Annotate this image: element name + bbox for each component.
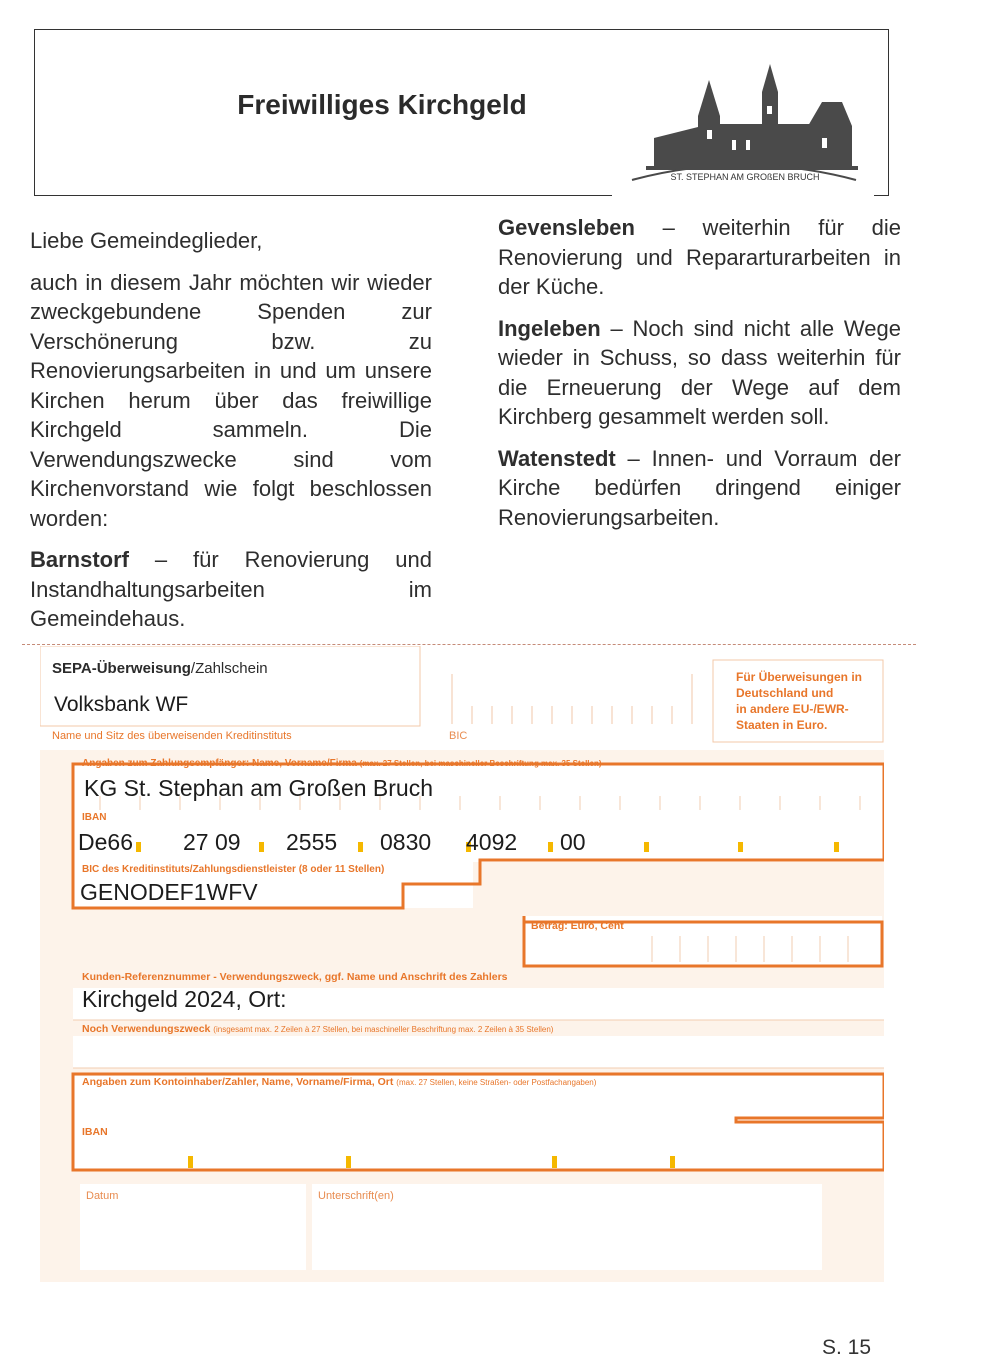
iban-group: 0830 bbox=[380, 829, 432, 855]
form-note bbox=[736, 669, 862, 733]
iban-group: 27 09 bbox=[183, 829, 241, 855]
form-title-rest: /Zahlschein bbox=[190, 660, 268, 677]
greeting: Liebe Gemeindeglieder, bbox=[30, 228, 263, 253]
iban-group: De66 bbox=[78, 829, 133, 855]
purpose2-label bbox=[82, 1023, 553, 1035]
ingeleben-paragraph bbox=[498, 314, 901, 432]
form-note-line: Staaten in Euro. bbox=[736, 718, 828, 732]
payer-field[interactable] bbox=[76, 1090, 884, 1118]
payer-label-main: Angaben zum Kontoinhaber/Zahler, Name, Vorname/Firma, Ort bbox=[82, 1076, 394, 1088]
watenstedt-name: Watenstedt bbox=[498, 445, 616, 471]
purpose2-field[interactable] bbox=[76, 1036, 884, 1066]
recipient-label bbox=[82, 758, 602, 769]
page-title: Freiwilliges Kirchgeld bbox=[237, 89, 527, 120]
iban-group: 2555 bbox=[286, 829, 338, 855]
bic-label-top: BIC bbox=[449, 730, 468, 742]
iban-label: IBAN bbox=[82, 812, 107, 823]
reference-label: Kunden-Referenznummer - Verwendungszweck, ggf. Name und Anschrift des Zahlers bbox=[82, 971, 508, 983]
intro-paragraph: auch in diesem Jahr möchten wir wieder zweckgebundene Spenden zur Verschönerung bzw. zu Renovierungsarbeiten in und um unsere Kirchen herum über das freiwillige Kirchgeld sammeln. Die Verwendungszwecke sind vom Kirchenvorstand wie folgt beschlossen worden: bbox=[30, 269, 432, 531]
iban-group: 4092 bbox=[466, 829, 518, 855]
barnstorf-paragraph bbox=[30, 545, 432, 634]
payer-label bbox=[82, 1076, 596, 1088]
barnstorf-name: Barnstorf bbox=[30, 547, 130, 572]
bic-value[interactable]: GENODEF1WFV bbox=[80, 879, 258, 905]
iban-group: 00 bbox=[560, 829, 586, 855]
purpose2-label-main: Noch Verwendungszweck bbox=[82, 1023, 211, 1035]
reference-value[interactable]: Kirchgeld 2024, Ort: bbox=[82, 986, 287, 1012]
signature-field[interactable] bbox=[314, 1186, 822, 1270]
form-note-line: in andere EU-/EWR- bbox=[736, 702, 849, 716]
amount-field[interactable] bbox=[526, 934, 880, 964]
ingeleben-name: Ingeleben bbox=[498, 315, 601, 341]
cut-line bbox=[22, 644, 916, 645]
left-text-column bbox=[30, 226, 432, 646]
recipient-value[interactable]: KG St. Stephan am Großen Bruch bbox=[84, 775, 433, 801]
bank-value[interactable]: Volksbank WF bbox=[54, 693, 189, 716]
logo-text: ST. STEPHAN AM GROßEN BRUCH bbox=[670, 172, 820, 182]
ingeleben-text: – Noch sind nicht alle Wege wieder in Schuss, so dass weiterhin für die Erneuerung der Wege auf dem Kirchberg gesammelt werden soll. bbox=[498, 315, 901, 429]
date-field[interactable] bbox=[82, 1186, 306, 1270]
form-title bbox=[52, 660, 268, 677]
form-note-line: Deutschland und bbox=[736, 686, 834, 700]
gevensleben-paragraph bbox=[498, 213, 901, 302]
purpose2-label-small: (insgesamt max. 2 Zeilen à 27 Stellen, bei maschineller Beschriftung max. 2 Zeilen à 35 Stellen) bbox=[213, 1025, 554, 1034]
form-title-bold: SEPA-Überweisung bbox=[52, 660, 191, 677]
gevensleben-name: Gevensleben bbox=[498, 215, 635, 240]
iban-value[interactable] bbox=[78, 829, 638, 857]
payer-iban-label: IBAN bbox=[82, 1126, 108, 1138]
page-number: S. 15 bbox=[822, 1336, 872, 1359]
payer-label-small: (max. 27 Stellen, keine Straßen- oder Postfachangaben) bbox=[396, 1078, 597, 1087]
payer-iban-field[interactable] bbox=[76, 1138, 884, 1168]
gevensleben-text: – weiterhin für die Renovierung und Repararturarbeiten in der Küche. bbox=[498, 215, 901, 299]
recipient-label-main: Angaben zum Zahlungsempfänger: Name, Vorname/Firma bbox=[82, 758, 357, 769]
bank-label: Name und Sitz des überweisenden Kreditinstituts bbox=[52, 730, 292, 742]
watenstedt-text: – Innen- und Vorraum der Kirche bedürfen dringend einiger Renovierungsarbeiten. bbox=[498, 445, 901, 530]
right-text-column bbox=[498, 213, 901, 544]
bic-label: BIC des Kreditinstituts/Zahlungsdienstleister (8 oder 11 Stellen) bbox=[82, 864, 385, 875]
church-logo bbox=[612, 58, 874, 198]
form-note-line: Für Überweisungen in bbox=[736, 670, 863, 684]
recipient-label-small: (max. 27 Stellen, bei maschineller Beschriftung max. 35 Stellen) bbox=[359, 759, 602, 768]
barnstorf-text: – für Renovierung und Instandhaltungsarbeiten im Gemeindehaus. bbox=[30, 547, 432, 631]
amount-label: Betrag: Euro, Cent bbox=[531, 920, 624, 932]
date-label: Datum bbox=[86, 1190, 119, 1202]
watenstedt-paragraph bbox=[498, 444, 901, 533]
signature-label: Unterschrift(en) bbox=[318, 1190, 394, 1202]
